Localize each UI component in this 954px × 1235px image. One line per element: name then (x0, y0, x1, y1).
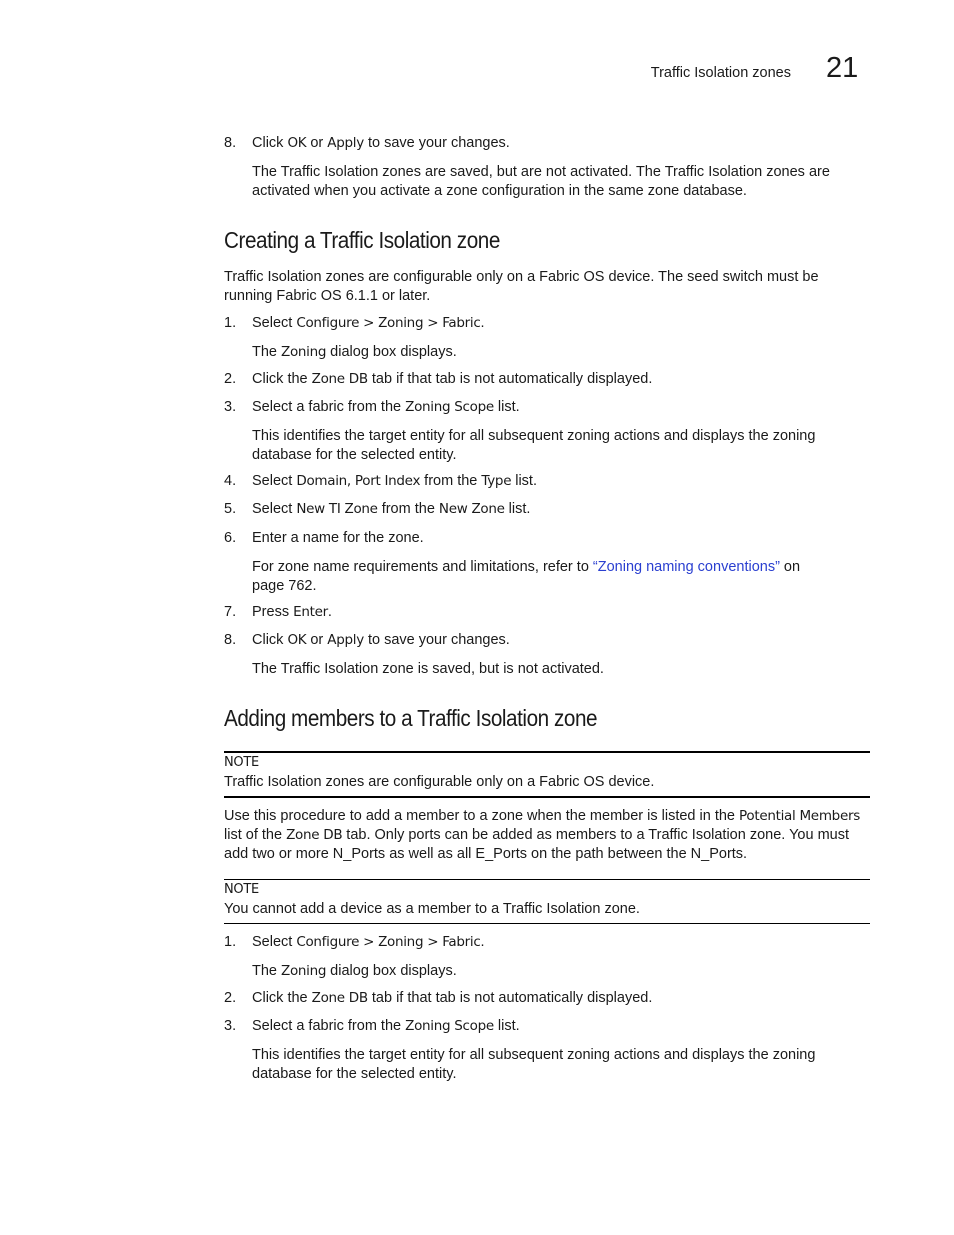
note-top-rule (224, 879, 870, 880)
para-text: dialog box displays. (326, 344, 457, 360)
ui-new-zone: New Zone (438, 501, 505, 517)
step-number: 4. (224, 473, 237, 489)
step-text: Click the (252, 371, 312, 387)
ui-zoning: Zoning (281, 963, 327, 979)
para-text: Use this procedure to add a member to a zone when the member is listed in the (224, 808, 740, 824)
section-intro: Traffic Isolation zones are configurable only on a Fabric OS device. The seed switch must be running Fabric OS 6.1.1 or later. (224, 269, 819, 304)
step-6-result (252, 558, 827, 596)
step-text: Click (252, 135, 288, 151)
step-text: Click (252, 632, 288, 648)
step-text: tab if that tab is not automatically displayed. (367, 990, 653, 1006)
step-8-result: The Traffic Isolation zone is saved, but is not activated. (252, 661, 604, 677)
note-bottom-rule (224, 923, 870, 924)
step-text: from the (420, 473, 482, 489)
step-number: 8. (224, 135, 237, 151)
step-text: to save your changes. (363, 135, 510, 151)
ui-apply: Apply (327, 135, 364, 151)
step-text: Select a fabric from the (252, 399, 406, 415)
ui-menu-path: Configure > Zoning > Fabric (296, 315, 481, 331)
ui-new-ti-zone: New TI Zone (296, 501, 378, 517)
note-text: You cannot add a device as a member to a Traffic Isolation zone. (224, 901, 640, 917)
ui-domain-port-index: Domain, Port Index (296, 473, 421, 489)
ui-ok: OK (287, 135, 307, 151)
step-text: Select (252, 501, 297, 517)
section-intro (224, 807, 870, 864)
section-heading-creating: Creating a Traffic Isolation zone (224, 227, 500, 253)
step-text: list. (493, 399, 520, 415)
ui-zoning-scope: Zoning Scope (405, 1018, 494, 1034)
para-text: For zone name requirements and limitations, refer to (252, 559, 593, 575)
step-number: 1. (224, 315, 237, 331)
step-text: from the (377, 501, 439, 517)
step-text: list. (504, 501, 531, 517)
step-text: or (306, 135, 328, 151)
step-text: to save your changes. (363, 632, 510, 648)
step-text: or (306, 632, 328, 648)
step-number: 2. (224, 371, 237, 387)
step-number: 8. (224, 632, 237, 648)
step-text: Select (252, 473, 297, 489)
step-number: 3. (224, 399, 237, 415)
ui-apply: Apply (327, 632, 364, 648)
ui-potential-members: Potential Members (739, 808, 860, 824)
note-bottom-rule (224, 796, 870, 798)
step-text: Select (252, 315, 297, 331)
step-text: Click the (252, 990, 312, 1006)
para-text: list of the (224, 827, 287, 843)
note-top-rule (224, 751, 870, 753)
step-number: 1. (224, 934, 237, 950)
step-text: Press (252, 604, 294, 620)
cross-reference-link[interactable]: “Zoning naming conventions” (592, 559, 780, 575)
step-text: . (480, 315, 485, 331)
running-header-title: Traffic Isolation zones (650, 65, 791, 81)
step-1-result (252, 962, 852, 981)
para-text: tab. Only ports can be added as members to a Traffic Isolation zone. You must add two or more N_Ports as well as all E_Ports on the path between the N_Ports. (224, 827, 849, 862)
step-8-result: The Traffic Isolation zones are saved, but are not activated. The Traffic Isolation zones are activated when you activate a zone configuration in the same zone database. (252, 164, 830, 199)
step-text: . (480, 934, 485, 950)
step-3-result: This identifies the target entity for all subsequent zoning actions and displays the zoning database for the selected entity. (252, 1047, 816, 1082)
step-number: 7. (224, 604, 237, 620)
ui-zoning-scope: Zoning Scope (405, 399, 494, 415)
step-number: 2. (224, 990, 237, 1006)
step-text: Select (252, 934, 297, 950)
step-3-result: This identifies the target entity for all subsequent zoning actions and displays the zoning database for the selected entity. (252, 428, 816, 463)
ui-zone-db: Zone DB (311, 371, 368, 387)
step-1-result (252, 343, 852, 362)
ui-ok: OK (287, 632, 307, 648)
note-label: NOTE (224, 882, 259, 897)
para-text: The (252, 963, 282, 979)
ui-zone-db: Zone DB (286, 827, 343, 843)
section-heading-adding-members: Adding members to a Traffic Isolation zone (224, 705, 598, 731)
ui-type: Type (481, 473, 512, 489)
step-number: 3. (224, 1018, 237, 1034)
step-number: 6. (224, 530, 237, 546)
step-text: Enter a name for the zone. (252, 530, 424, 546)
ui-zone-db: Zone DB (311, 990, 368, 1006)
step-text: . (327, 604, 332, 620)
note-label: NOTE (224, 755, 259, 770)
step-text: list. (511, 473, 537, 489)
step-text: list. (493, 1018, 520, 1034)
para-text: on page 762. (252, 559, 801, 594)
step-text: tab if that tab is not automatically displayed. (367, 371, 653, 387)
ui-enter: Enter (293, 604, 328, 620)
step-text: Select a fabric from the (252, 1018, 406, 1034)
ui-menu-path: Configure > Zoning > Fabric (296, 934, 481, 950)
step-number: 5. (224, 501, 237, 517)
ui-zoning: Zoning (281, 344, 327, 360)
para-text: dialog box displays. (326, 963, 457, 979)
para-text: The (252, 344, 282, 360)
chapter-number: 21 (826, 52, 859, 84)
note-text: Traffic Isolation zones are configurable only on a Fabric OS device. (224, 774, 655, 790)
